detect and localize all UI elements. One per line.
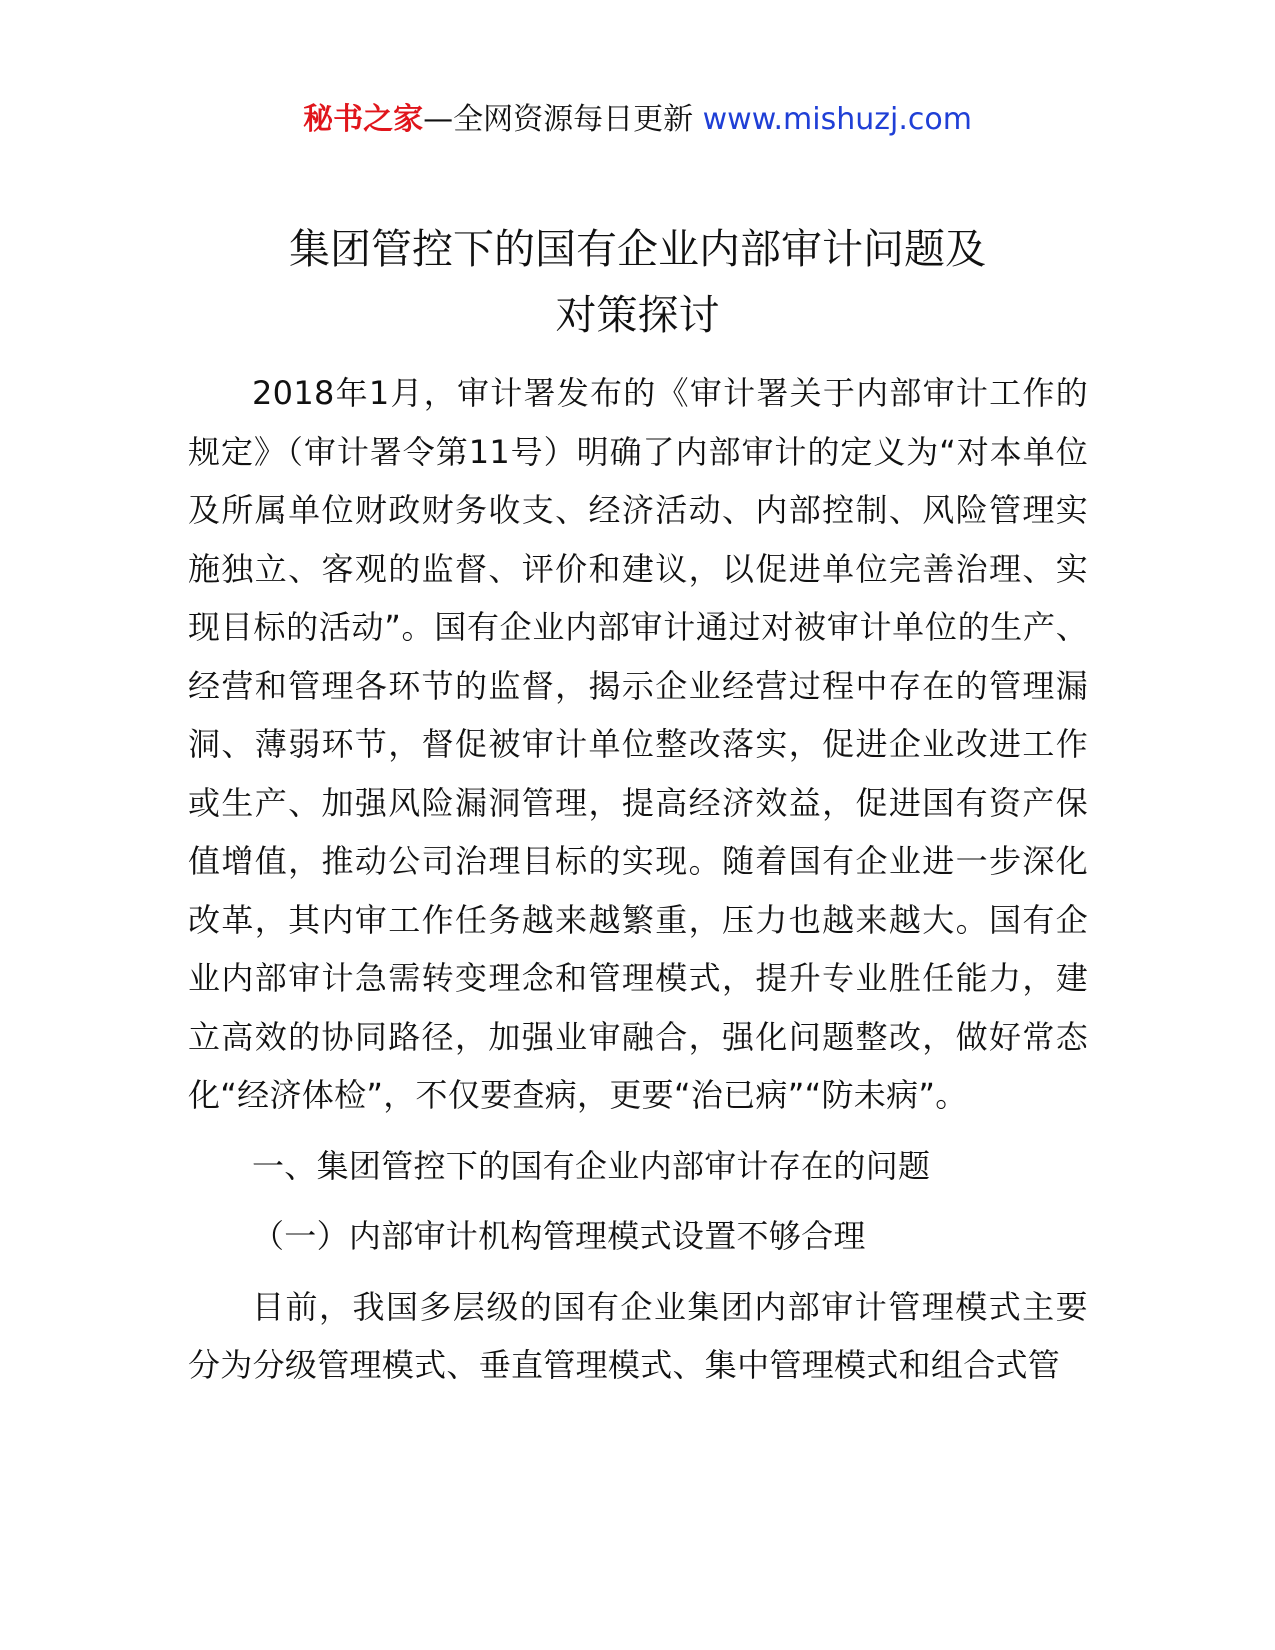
site-header	[0, 98, 1275, 142]
body-paragraph-management-modes: 目前，我国多层级的国有企业集团内部审计管理模式主要分为分级管理模式、垂直管理模式、集中管理模式和组合式管	[188, 1287, 1088, 1384]
site-url-link[interactable]: www.mishuzj.com	[702, 102, 972, 137]
document-title-line-1: 集团管控下的国有企业内部审计问题及	[289, 225, 986, 273]
document-title-line-2: 对策探讨	[555, 291, 720, 339]
body-paragraph-intro: 2018年1月，审计署发布的《审计署关于内部审计工作的规定》（审计署令第11号）明确了内部审计的定义为“对本单位及所属单位财政财务收支、经济活动、内部控制、风险管理实施独立、客观的监督、评价和建议，以促进单位完善治理、实现目标的活动”。国有企业内部审计通过对被审计单位的生产、经营和管理各环节的监督，揭示企业经营过程中存在的管理漏洞、薄弱环节，督促被审计单位整改落实，促进企业改进工作或生产、加强风险漏洞管理，提高经济效益，促进国有资产保值增值，推动公司治理目标的实现。随着国有企业进一步深化改革，其内审工作任务越来越繁重，压力也越来越大。国有企业内部审计急需转变理念和管理模式，提升专业胜任能力，建立高效的协同路径，加强业审融合，强化问题整改，做好常态化“经济体检”，不仅要查病，更要“治已病”“防未病”。	[188, 374, 1088, 1114]
section-heading-1: 一、集团管控下的国有企业内部审计存在的问题	[252, 1146, 931, 1185]
document-title	[0, 216, 1275, 348]
site-brand: 秘书之家	[303, 102, 424, 137]
document-body	[188, 364, 1088, 1395]
site-tagline: —全网资源每日更新	[423, 102, 703, 137]
subsection-heading-1-1: （一）内部审计机构管理模式设置不够合理	[252, 1217, 866, 1255]
